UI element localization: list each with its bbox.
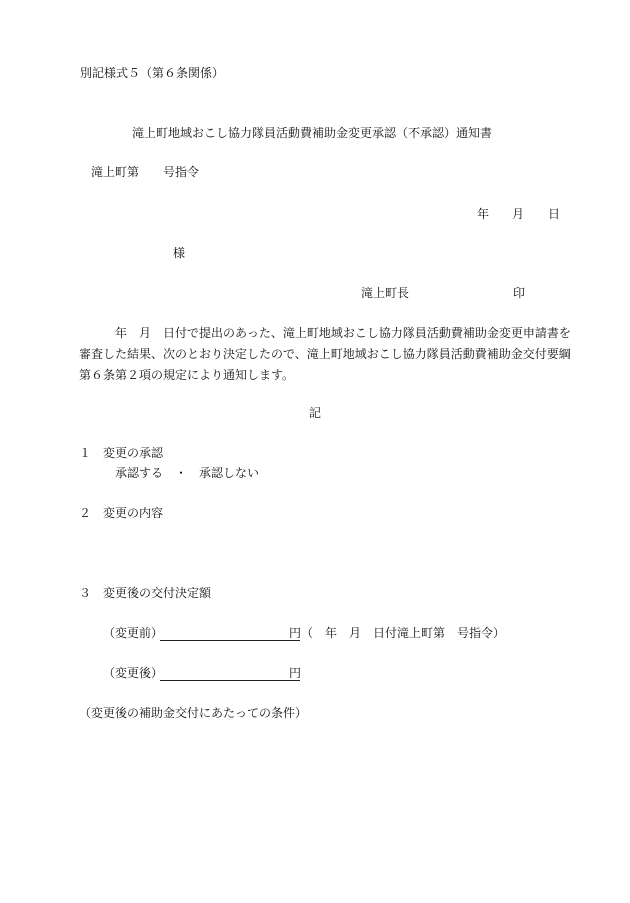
item3-label: 変更後の交付決定額 — [103, 586, 212, 600]
item1-number: １ — [79, 446, 92, 460]
conditions-label: （変更後の補助金交付にあたっての条件） — [79, 706, 308, 720]
form-label: 別記様式５（第６条関係） — [80, 66, 225, 80]
document-title: 滝上町地域おこし協力隊員活動費補助金変更承認（不承認）通知書 — [132, 126, 493, 140]
body-line-1: 年 月 日付で提出のあった、滝上町地域おこし協力隊員活動費補助金変更申請書を — [115, 326, 571, 340]
amount-before-reference: （ 年 月 日付滝上町第 号指令） — [301, 626, 506, 640]
issuer-seal: 印 — [513, 286, 526, 300]
date-month: 月 — [512, 207, 525, 221]
date-day: 日 — [548, 207, 561, 221]
body-line-2: 審査した結果、次のとおり決定したので、滝上町地域おこし協力隊員活動費補助金交付要綱 — [79, 347, 571, 361]
amount-before-label: （変更前） — [103, 626, 164, 640]
addressee-suffix: 様 — [173, 246, 186, 260]
item2-number: ２ — [79, 506, 92, 520]
issuer-name: 滝上町長 — [361, 286, 410, 300]
item2-label: 変更の内容 — [103, 506, 164, 520]
item1-label: 変更の承認 — [103, 446, 164, 460]
amount-before-underline — [160, 640, 300, 641]
item1-options: 承認する ・ 承認しない — [115, 466, 260, 480]
item3-number: ３ — [79, 586, 92, 600]
amount-after-label: （変更後） — [103, 666, 164, 680]
body-line-3: 第６条第２項の規定により通知します。 — [79, 368, 295, 382]
amount-after-underline — [160, 680, 300, 681]
ki-heading: 記 — [309, 406, 322, 420]
doc-number-prefix: 滝上町第 — [91, 165, 140, 179]
amount-after-unit: 円 — [289, 666, 302, 680]
date-year: 年 — [477, 207, 490, 221]
doc-number-suffix: 号指令 — [163, 165, 200, 179]
amount-before-unit: 円 — [289, 626, 302, 640]
